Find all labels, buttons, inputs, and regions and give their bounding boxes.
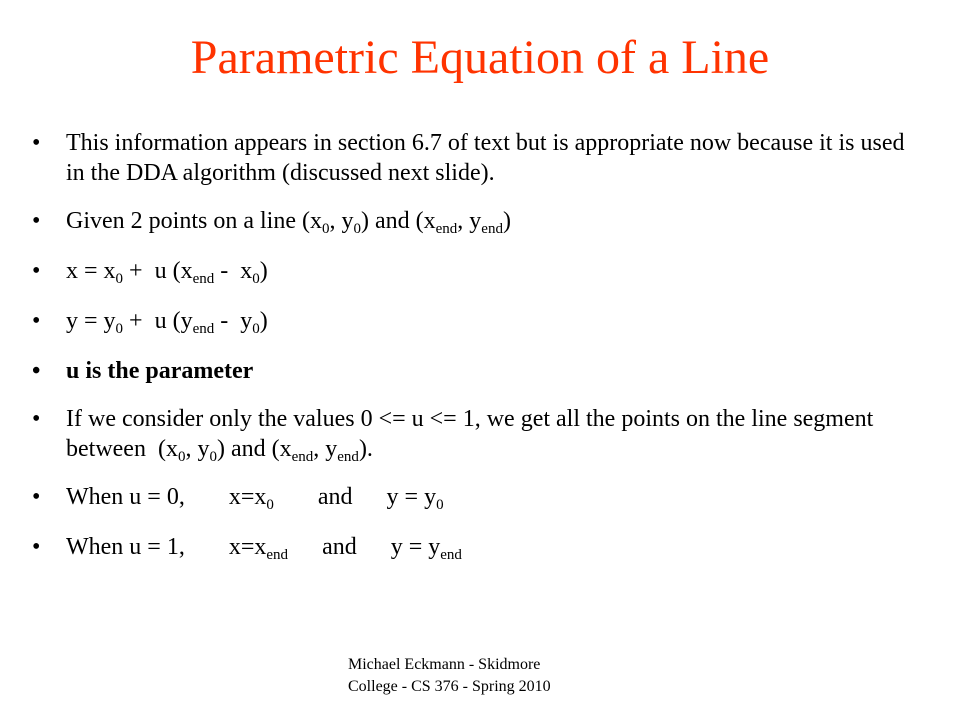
bullet-item [32, 404, 912, 464]
case-u-one: When u = 1, $x=x_{end}$ and $y = y_{end}$ [66, 534, 462, 563]
footer-line: Michael Eckmann - Skidmore [348, 656, 541, 673]
bullet-text: If we consider only the values 0 <= u <= 1, we get all the points on the line segment between ($x_0$, $y_0$) and ($x_{end}$, $y_{end}$). [66, 406, 880, 465]
bullet-dot: • [32, 484, 41, 510]
equation-x: $x = x_0 + u$ $(x_{end} - x_0)$ [66, 258, 268, 287]
footer-line: College - CS 376 - Spring 2010 [348, 678, 551, 695]
bullet-dot: • [32, 308, 41, 334]
bullet-dot: • [32, 534, 41, 560]
bullet-item [32, 356, 912, 386]
bullet-dot: • [32, 358, 41, 384]
case-u-zero: When u = 0, $x=x_0$ and $y = y_0$ [66, 484, 444, 513]
bullet-dot: • [32, 130, 41, 156]
bullet-dot: • [32, 208, 41, 234]
bullet-item [32, 482, 912, 512]
bullet-item [32, 532, 912, 562]
bullet-text: u is the parameter [66, 358, 254, 384]
bullet-text: Given 2 points on a line ($x_0$, $y_0$) and ($x_{end}$, $y_{end}$) [66, 208, 511, 237]
bullet-item [32, 206, 912, 236]
bullet-list [32, 128, 912, 562]
equation-y: $y = y_0 + u$ $(y_{end} - y_0)$ [66, 308, 268, 337]
slide-footer [348, 654, 628, 698]
bullet-item [32, 306, 912, 336]
bullet-item [32, 256, 912, 286]
bullet-item [32, 128, 912, 188]
bullet-dot: • [32, 406, 41, 432]
bullet-text: This information appears in section 6.7 of text but is appropriate now because it is used in the DDA algorithm (discussed next slide). [66, 130, 905, 186]
bullet-dot: • [32, 258, 41, 284]
slide-title: Parametric Equation of a Line [190, 31, 770, 84]
